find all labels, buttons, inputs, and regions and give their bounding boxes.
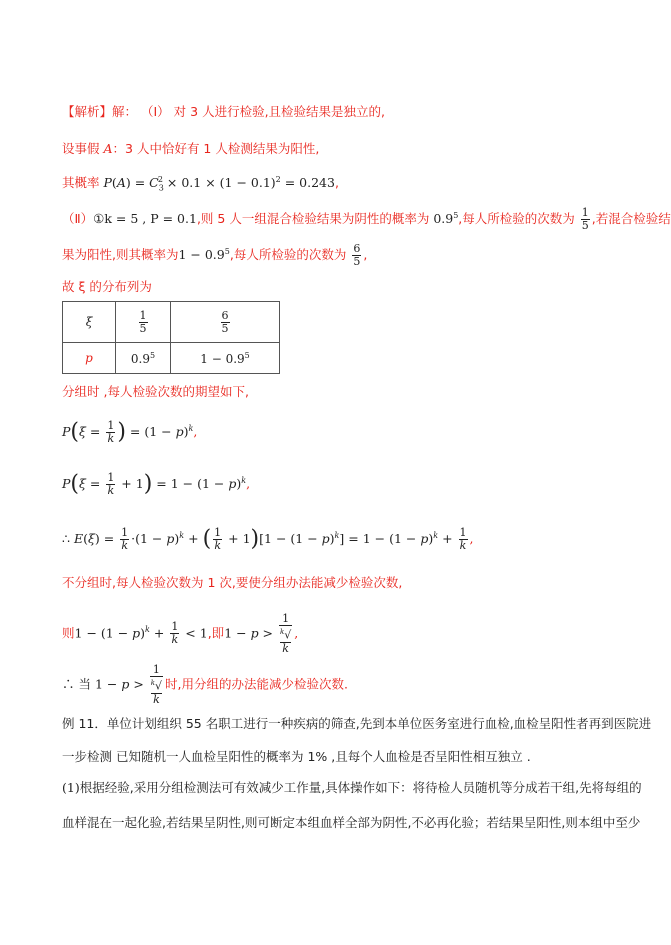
therefore-line: ∴ 当 1 − p > 1 $^k$√ k 时,用分组的办法能减少检验次数. [62,663,348,706]
example-line-4: 血样混在一起化验,若结果呈阴性,则可断定本组血样全部为阴性,不必再化验；若结果呈阳性,则本组中至少 [62,815,641,830]
formula-3: ∴ E(ξ) = $\frac{1}{k}$ $\cdot(1 - p)^k$ + ( $\frac{1}{k}$ + $1)[1 - (1 - p)^k] = 1 - (1 - p)^k$ + $\frac{1}{k}$ , [62,526,474,552]
formula-2: P(ξ = $\frac{1}{k}$ + $1) = 1 - (1 - p)^k$, [62,471,251,497]
analysis-line-5: 果为阳性,则其概率为$1 - 0.9^5$,每人所检验的次数为 $\frac{6}{5}$ , [62,242,368,268]
analysis-line-2: 设事假 A：3 人中恰好有 1 人检测结果为阳性, [62,141,320,156]
nogroup-text: 不分组时,每人检验次数为 1 次,要使分组办法能减少检验次数, [62,575,403,590]
distribution-table: ξ $\frac{1}{5}$ $\frac{6}{5}$ p $0.9^5$ $1 - 0.9^5$ [62,301,280,374]
example-line-2: 一步检测 已知随机一人血检呈阳性的概率为 1% ,且每个人血检是否呈阳性相互独立 . [62,749,531,764]
analysis-header: 【解析】解： [62,104,138,119]
example-line-1: 例 11．单位计划组织 55 名职工进行一种疾病的筛查,先到本单位医务室进行血检,血检呈阳性者再到医院进 [62,716,652,731]
analysis-line-3: 其概率 $P(A) = C_3^2 \times 0.1 \times (1 - 0.1)^2 = 0.243$, [62,175,339,193]
part1-marker: （Ⅰ） [141,104,170,119]
formula-1: P(ξ = $\frac{1}{k}$ ) = $(1 - p)^k$, [62,419,198,445]
analysis-line-1 [62,104,385,120]
part1-text: 对 3 人进行检验,且检验结果是独立的, [173,104,386,119]
grouping-text: 分组时 ,每人检验次数的期望如下, [62,384,249,399]
prob-formula-left: $P(A) = C_3^2 \times 0.1 \times (1 - 0.1)^2$ [103,175,281,193]
example-line-3: (1)根据经验,采用分组检测法可有效减少工作量,具体操作如下：将待检人员随机等分成若干组,先将每组的 [62,780,642,795]
distribution-intro: 故 ξ 的分布列为 [62,279,152,294]
formula-then: 则$1 - (1 - p)^k$ + $\frac{1}{k}$ < 1,即1 − p > 1 $^k$√ k , [62,612,299,655]
analysis-line-4: （Ⅱ）①k = 5 , P = 0.1,则 5 人一组混合检验结果为阴性的概率为 $0.9^5$,每人所检验的次数为 $\frac{1}{5}$ ,若混合检验结 [62,206,671,232]
